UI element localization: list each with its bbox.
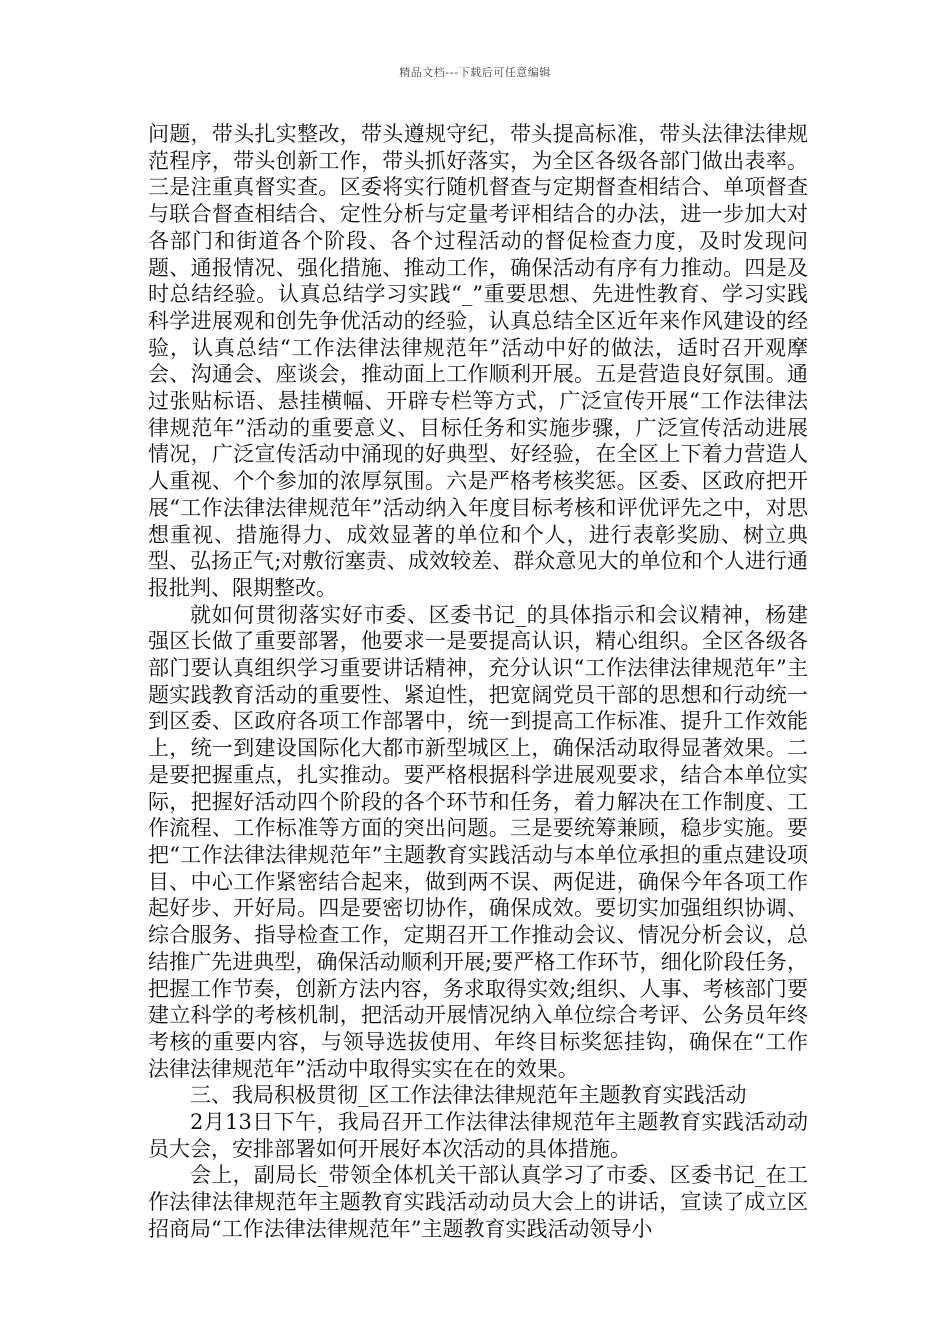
- paragraph: 问题，带头扎实整改，带头遵规守纪，带头提高标准，带头法律法律规范程序，带头创新工作，带头抓好落实，为全区各级各部门做出表率。三是注重真督实查。区委将实行随机督查与定期督查相结合、单项督查与联合督查相结合、定性分析与定量考评相结合的办法，进一步加大对各部门和街道各个阶段、各个过程活动的督促检查力度，及时发现问题、通报情况、强化措施、推动工作，确保活动有序有力推动。四是及时总结经验。认真总结学习实践“_”重要思想、先进性教育、学习实践科学进展观和创先争优活动的经验，认真总结全区近年来作风建设的经验，认真总结“工作法律法律规范年”活动中好的做法，适时召开观摩会、沟通会、座谈会，推动面上工作顺利开展。五是营造良好氛围。通过张贴标语、悬挂横幅、开辟专栏等方式，广泛宣传开展“工作法律法律规范年”活动的重要意义、目标任务和实施步骤，广泛宣传活动进展情况，广泛宣传活动中涌现的好典型、好经验，在全区上下着力营造人人重视、个个参加的浓厚氛围。六是严格考核奖惩。区委、区政府把开展“工作法律法律规范年”活动纳入年度目标考核和评优评先之中，对思想重视、措施得力、成效显著的单位和个人，进行表彰奖励、树立典型、弘扬正气;对敷衍塞责、成效较差、群众意见大的单位和个人进行通报批判、限期整改。: [148, 122, 808, 600]
- document-body: [148, 121, 808, 1243]
- paragraph: 就如何贯彻落实好市委、区委书记_的具体指示和会议精神，杨建强区长做了重要部署，他要求一是要提高认识，精心组织。全区各级各部门要认真组织学习重要讲话精神，充分认识“工作法律法律规范年”主题实践教育活动的重要性、紧迫性，把宽阔党员干部的思想和行动统一到区委、区政府各项工作部署中，统一到提高工作标准、提升工作效能上，统一到建设国际化大都市新型城区上，确保活动取得显著效果。二是要把握重点，扎实推动。要严格根据科学进展观要求，结合本单位实际，把握好活动四个阶段的各个环节和任务，着力解决在工作制度、工作流程、工作标准等方面的突出问题。三是要统筹兼顾，稳步实施。要把“工作法律法律规范年”主题教育实践活动与本单位承担的重点建设项目、中心工作紧密结合起来，做到两不误、两促进，确保今年各项工作起好步、开好局。四是要密切协作，确保成效。要切实加强组织协调、综合服务、指导检查工作，定期召开工作推动会议、情况分析会议，总结推广先进典型，确保活动顺利开展;要严格工作环节，细化阶段任务，把握工作节奏，创新方法内容，务求取得实效;组织、人事、考核部门要建立科学的考核机制，把活动开展情况纳入单位综合考评、公务员年终考核的重要内容，与领导选拔使用、年终目标奖惩挂钩，确保在“工作法律法律规范年”活动中取得实实在在的效果。: [148, 602, 808, 1081]
- page-header: 精品文档---下载后可任意编辑: [399, 66, 551, 79]
- section-heading: 三、我局积极贯彻_区工作法律法律规范年主题教育实践活动: [190, 1083, 747, 1108]
- paragraph: 2月13日下午，我局召开工作法律法律规范年主题教育实践活动动员大会，安排部署如何开展好本次活动的具体措施。: [148, 1110, 808, 1161]
- paragraph: 会上，副局长_带领全体机关干部认真学习了市委、区委书记_在工作法律法律规范年主题教育实践活动动员大会上的讲话，宣读了成立区招商局“工作法律法律规范年”主题教育实践活动领导小: [148, 1163, 808, 1241]
